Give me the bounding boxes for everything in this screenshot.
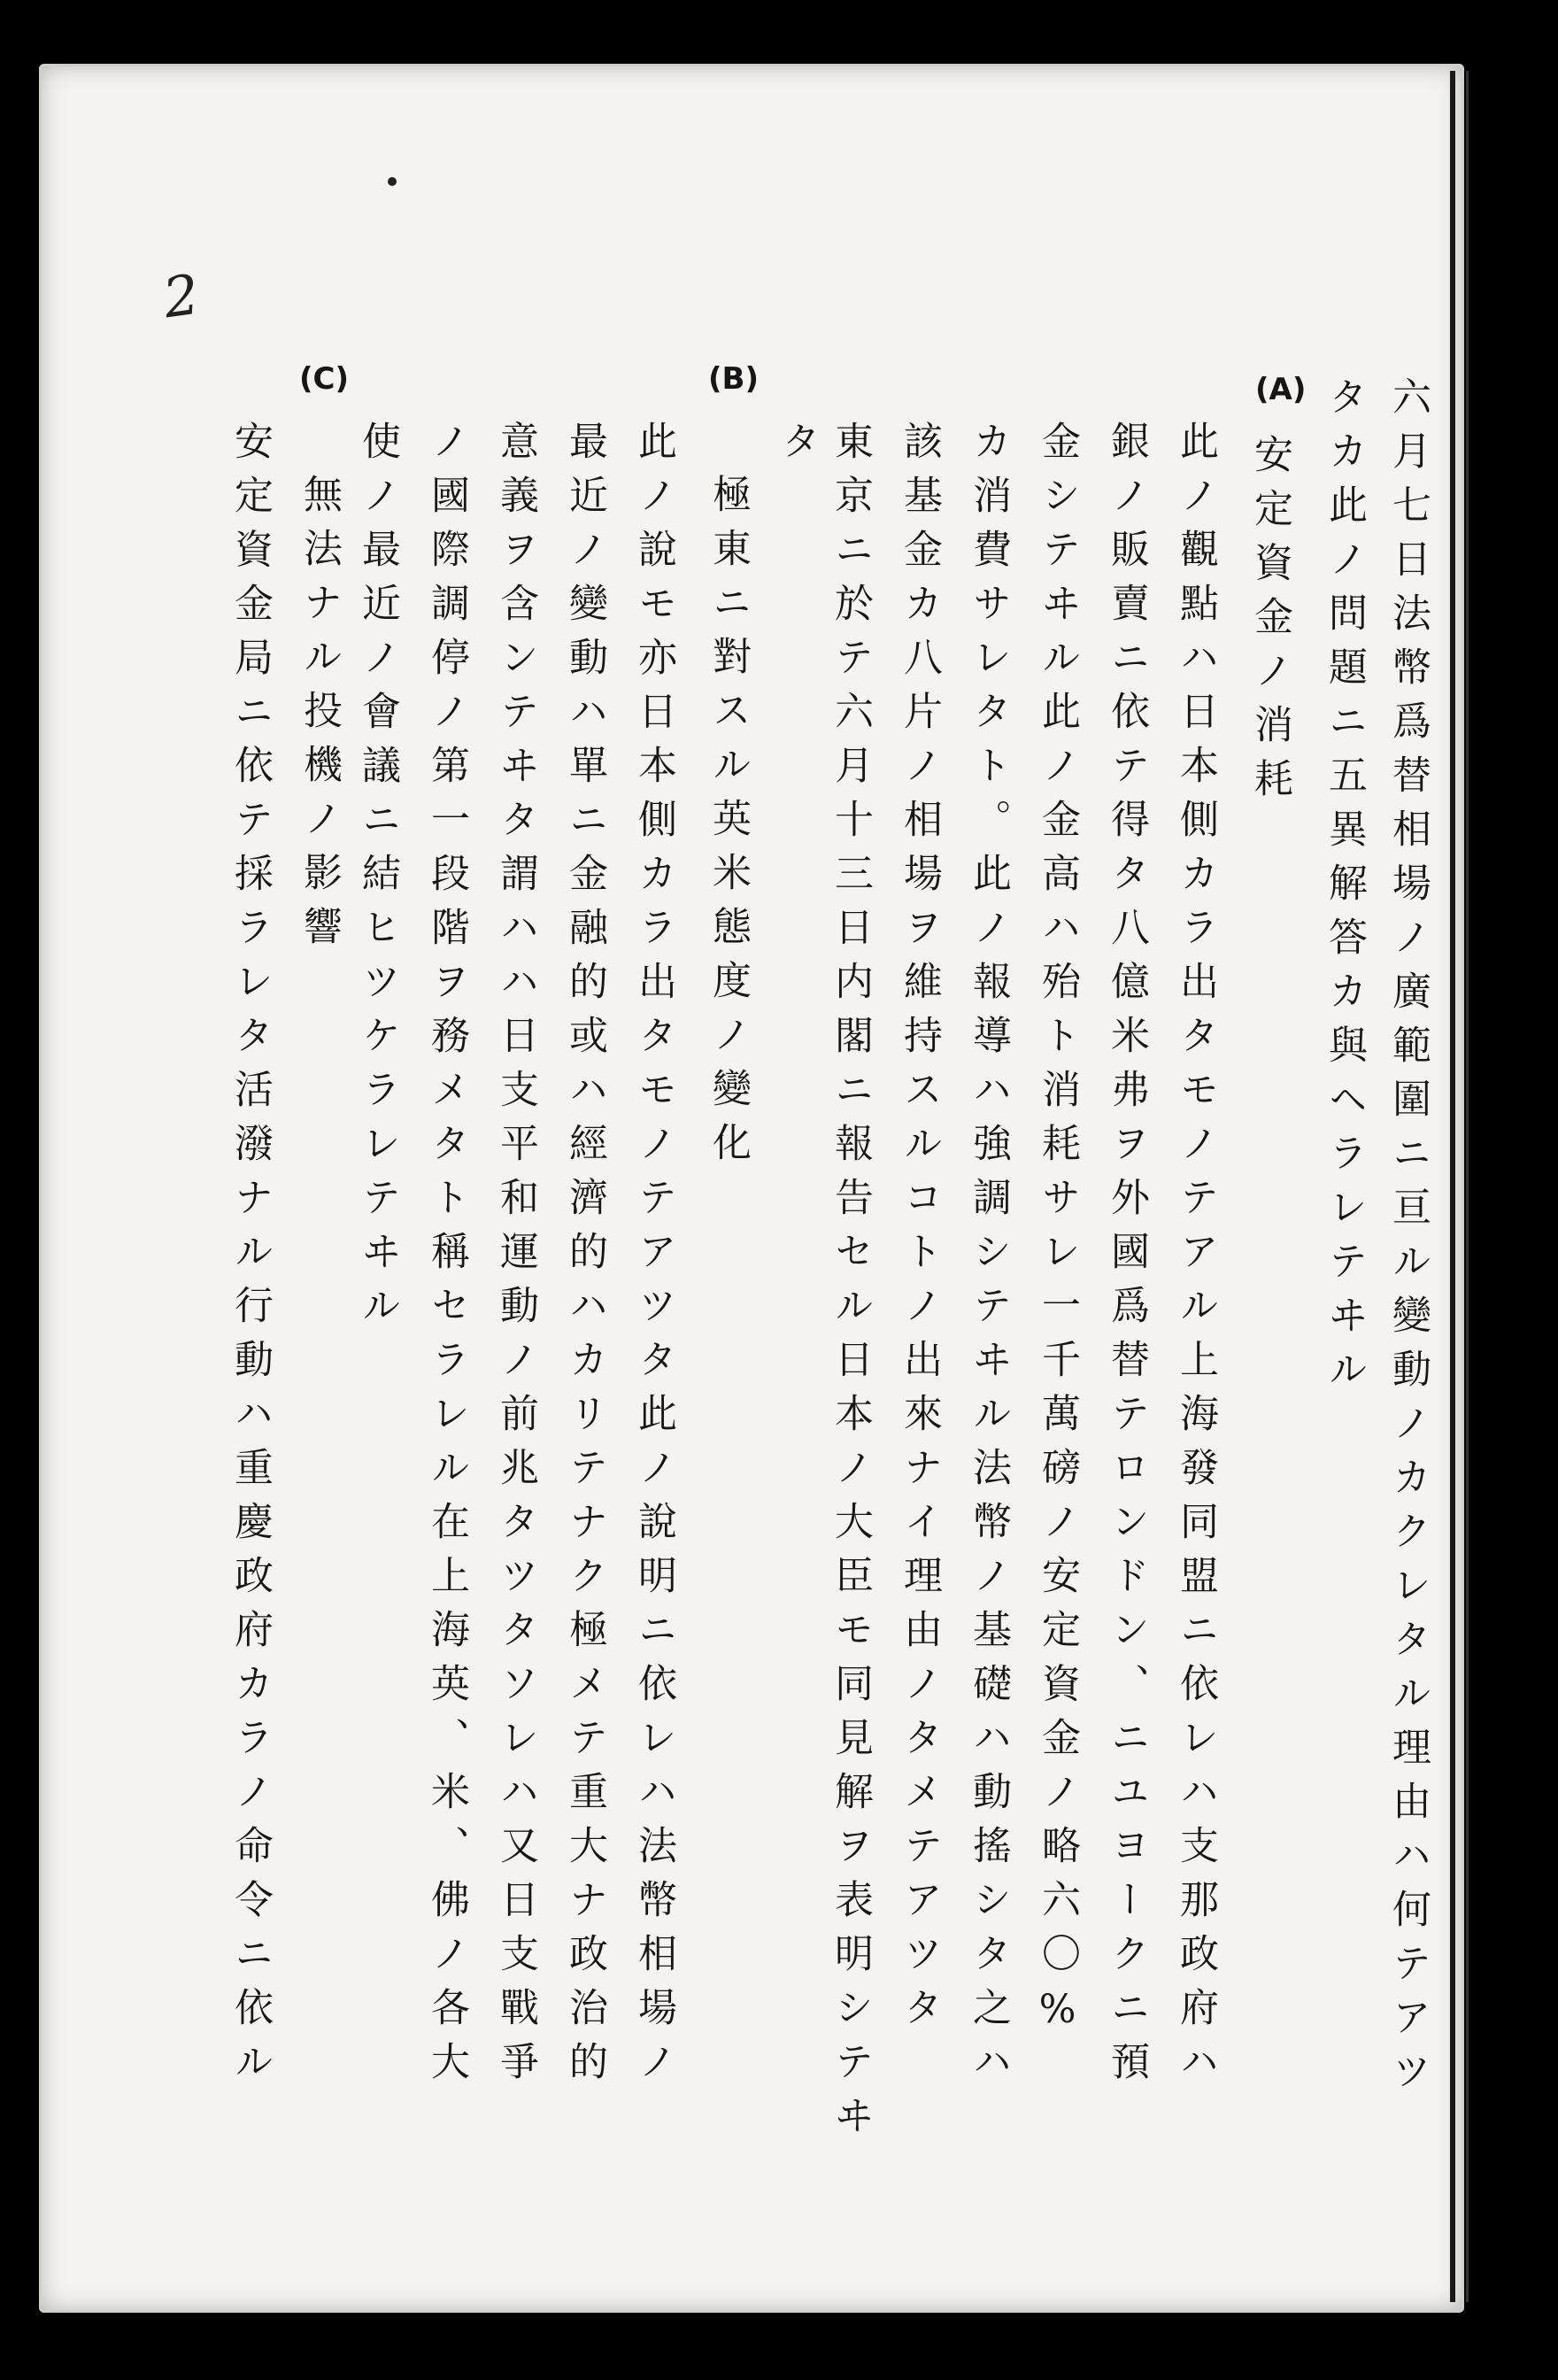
text-column-18: 安定資金局ニ依テ採ラレタ活潑ナル行動ハ重慶政府カラノ命令ニ依ル: [228, 421, 273, 2095]
text-column-7: カ消費サレタト。此ノ報導ハ強調シテヰル法幣ノ基礎ハ動搖シタ之ハ: [966, 421, 1011, 2095]
section-marker-c: (C): [299, 361, 350, 397]
text-column-12: 此ノ說モ亦日本側カラ出タモノテアツタ此ノ說明ニ依レハ法幣相場ノ: [631, 421, 676, 2095]
text-column-5: 銀ノ販賣ニ依テ得タ八億米弗ヲ外國爲替テロンドン、ニユヨークニ預: [1104, 421, 1149, 2095]
text-column-16: 使ノ最近ノ會議ニ結ヒツケラレテヰル: [355, 421, 400, 1339]
ink-dot: [388, 177, 397, 186]
binding-edge-line-inner: [1466, 71, 1469, 2302]
section-b-heading: 極東ニ對スル英米態度ノ變化: [706, 474, 751, 1176]
text-column-6: 金シテヰル此ノ金高ハ殆ト消耗サレ一千萬磅ノ安定資金ノ略六〇%: [1035, 421, 1080, 2047]
section-marker-b: (B): [708, 361, 759, 397]
page-number: 2: [159, 261, 204, 331]
text-column-1: 六月七日法幣爲替相場ノ廣範圍ニ亘ル變動ノカクレタル理由ハ何テアツ: [1385, 376, 1431, 2105]
text-column-4: 此ノ觀點ハ日本側カラ出タモノテアル上海發同盟ニ依レハ支那政府ハ: [1173, 421, 1218, 2095]
text-column-14: 意義ヲ含ンテヰタ謂ハハ日支平和運動ノ前兆タツタソレハ又日支戰爭: [493, 421, 538, 2095]
text-column-10: タ: [775, 421, 820, 475]
text-column-2: タカ此ノ問題ニ五異解答カ與ヘラレテヰル: [1322, 376, 1367, 1402]
section-a-heading: 安定資金ノ消耗: [1247, 434, 1292, 812]
text-column-13: 最近ノ變動ハ單ニ金融的或ハ經濟的ハカリテナク極メテ重大ナ政治的: [562, 421, 607, 2095]
binding-edge-line: [1450, 71, 1455, 2302]
text-column-15: ノ國際調停ノ第一段階ヲ務メタト稱セラレル在上海英、米、佛ノ各大: [424, 421, 469, 2095]
section-c-heading: 無法ナル投機ノ影響: [297, 474, 342, 960]
section-marker-a: (A): [1255, 372, 1307, 407]
text-column-9: 東京ニ於テ六月十三日内閣ニ報告セル日本ノ大臣モ同見解ヲ表明シテヰ: [828, 421, 873, 2149]
text-column-8: 該基金カ八片ノ相場ヲ維持スルコトノ出來ナイ理由ノタメテアツタ: [897, 421, 942, 2041]
